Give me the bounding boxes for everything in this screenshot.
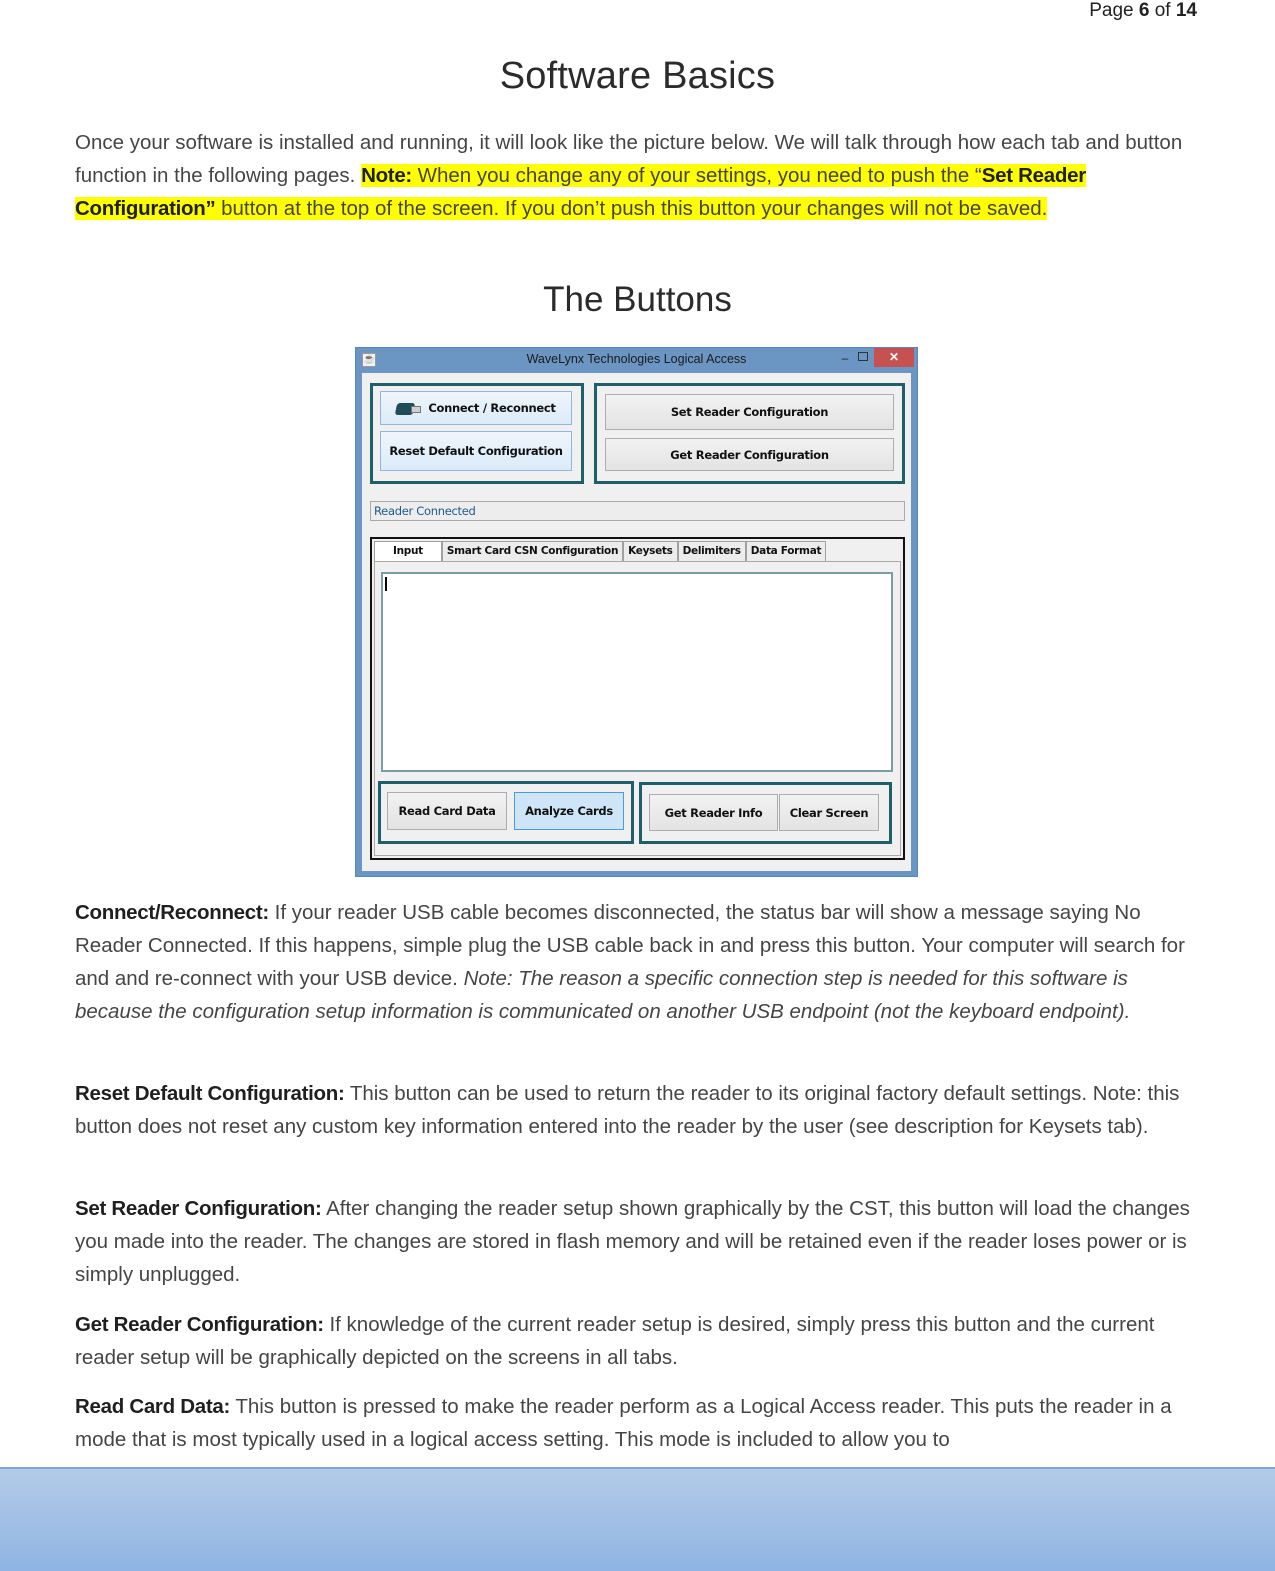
heading-the-buttons: The Buttons <box>543 280 732 319</box>
reset-default-configuration-button[interactable]: Reset Default Configuration <box>380 431 572 471</box>
footer-band <box>0 1467 1275 1571</box>
maximize-icon[interactable] <box>858 352 868 361</box>
section-label: Get Reader Configuration: <box>75 1313 324 1336</box>
clear-screen-button[interactable]: Clear Screen <box>779 794 879 831</box>
note-text: When you change any of your settings, you need to push the “ <box>411 164 982 187</box>
heading-software-basics: Software Basics <box>499 55 776 97</box>
page-total: 14 <box>1175 0 1197 21</box>
get-reader-info-button[interactable]: Get Reader Info <box>649 794 778 831</box>
tab-strip <box>374 541 826 561</box>
section-read-card-data <box>75 1390 1195 1456</box>
java-app-icon: ☕ <box>363 354 376 365</box>
section-text: After changing the reader setup shown graphically by the CST, this button will load the changes you made into the reader. The changes are stored in flash memory and will be retained even if the reader loses power or is simply unplugged. <box>75 1197 1190 1286</box>
reader-actions-group <box>639 782 892 844</box>
configuration-group <box>594 383 905 484</box>
section-reset-default-configuration <box>75 1077 1195 1143</box>
page-number <box>1089 0 1197 22</box>
get-reader-configuration-button[interactable]: Get Reader Configuration <box>605 438 894 471</box>
intro-paragraph <box>75 126 1195 225</box>
tab-keysets[interactable]: Keysets <box>623 541 677 561</box>
section-get-reader-configuration <box>75 1308 1195 1374</box>
section-label: Connect/Reconnect: <box>75 901 269 924</box>
window-client-area <box>362 373 911 871</box>
section-italic-note: Note: The reason a specific connection step is needed for this software is because the configuration setup information is communicated on another USB endpoint (not the keyboard endpoint). <box>75 967 1131 1023</box>
section-set-reader-configuration <box>75 1192 1195 1291</box>
section-label: Set Reader Configuration: <box>75 1197 322 1220</box>
note-text-2: button at the top of the screen. If you don’t push this button your changes will not be saved. <box>215 197 1048 220</box>
section-label: Read Card Data: <box>75 1395 230 1418</box>
connection-group <box>370 383 584 484</box>
card-actions-group <box>378 781 634 844</box>
section-text: If your reader USB cable becomes disconnected, the status bar will show a message saying No Reader Connected. If this happens, simple plug the USB cable back in and press this button. Your computer will search for and and re-connect with your USB device. <box>75 901 1185 990</box>
app-window-screenshot <box>355 347 918 877</box>
tab-data-format[interactable]: Data Format <box>746 541 826 561</box>
page-prefix: Page <box>1089 0 1134 21</box>
set-reader-configuration-button[interactable]: Set Reader Configuration <box>605 394 894 430</box>
connect-label: Connect / Reconnect <box>428 401 556 415</box>
input-tab-content <box>374 561 901 856</box>
page-of: of <box>1154 0 1171 21</box>
window-title: WaveLynx Technologies Logical Access <box>526 352 747 366</box>
section-label: Reset Default Configuration: <box>75 1082 345 1105</box>
status-bar: Reader Connected <box>370 501 905 521</box>
page-current: 6 <box>1138 0 1150 21</box>
minimize-icon[interactable]: – <box>841 351 849 365</box>
section-text: This button can be used to return the reader to its original factory default settings. Note: this button does not reset any custom key information entered into the reader by the user (see description for Keysets tab). <box>75 1082 1180 1138</box>
title-bar <box>356 348 917 372</box>
analyze-cards-button[interactable]: Analyze Cards <box>514 792 624 830</box>
section-connect-reconnect <box>75 896 1195 1028</box>
read-card-data-button[interactable]: Read Card Data <box>387 792 507 830</box>
tab-input[interactable]: Input <box>374 541 442 562</box>
text-caret <box>385 577 387 591</box>
close-icon[interactable]: ✕ <box>874 348 914 367</box>
usb-drive-icon <box>396 400 422 416</box>
tab-delimiters[interactable]: Delimiters <box>678 541 746 561</box>
input-text-area[interactable] <box>381 572 893 772</box>
section-text: If knowledge of the current reader setup is desired, simply press this button and the current reader setup will be graphically depicted on the screens in all tabs. <box>75 1313 1155 1369</box>
note-button-name: Set Reader Configuration” <box>75 164 1086 220</box>
intro-text: Once your software is installed and running, it will look like the picture below. We will talk through how each tab and button function in the following pages. <box>75 131 1183 187</box>
tab-pane <box>370 537 905 860</box>
connect-reconnect-button[interactable] <box>380 391 572 425</box>
note-label: Note: <box>361 164 412 187</box>
section-text: This button is pressed to make the reader perform as a Logical Access reader. This puts the reader in a mode that is most typically used in a logical access setting. This mode is included to allow you to <box>75 1395 1172 1451</box>
tab-smart-card-csn-configuration[interactable]: Smart Card CSN Configuration <box>442 541 623 561</box>
